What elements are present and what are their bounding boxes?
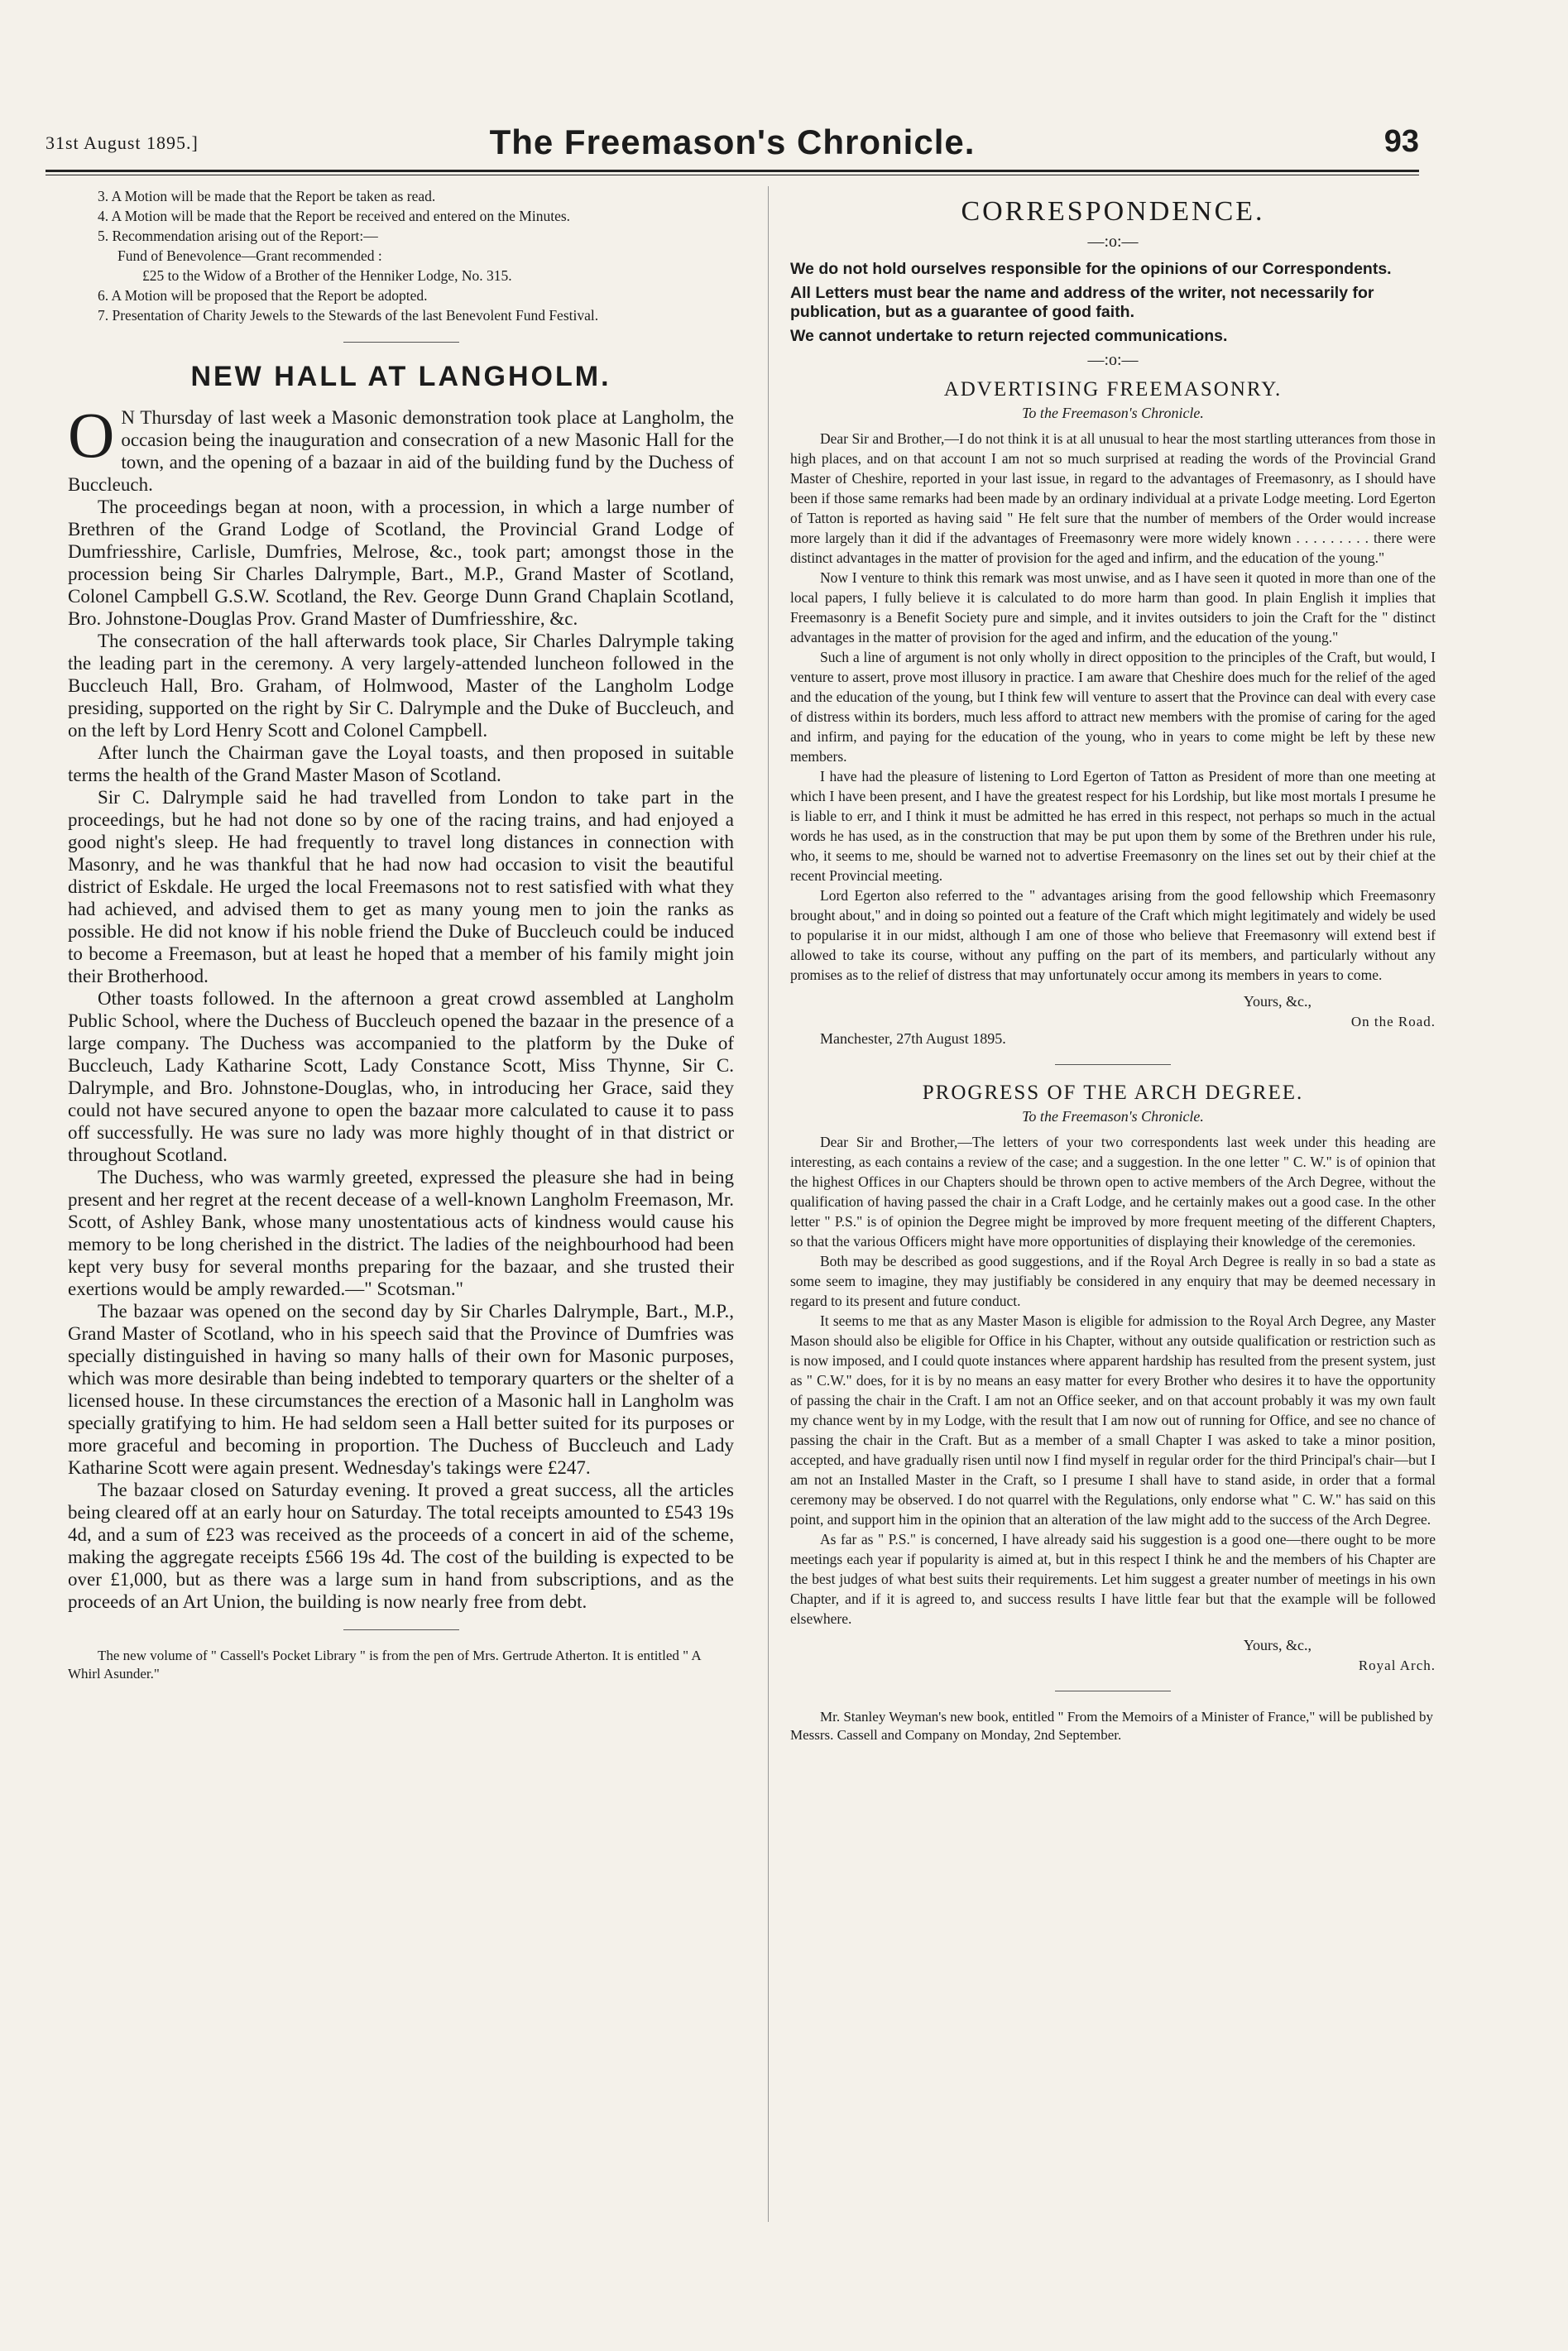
article-paragraph: Other toasts followed. In the afternoon a great crowd assembled at Langholm Public School, where the Duchess of Buccleuch opened the bazaar in the presence of a large company. The Duchess was accompanied to the platform by the Duke of Buccleuch, Lady Katharine Scott, Lady Constance Scott, Miss Thynne, Sir C. Dalrymple, and Bro. Johnstone-Douglas, who, in introducing her Grace, said they could not have secured anyone to open the bazaar more calculated to cause it to pass off successfully. He was sure no lady was more highly thought of in that district or throughout Scotland. [68, 988, 734, 1165]
lead-text: N Thursday of last week a Masonic demonstration took place at Langholm, the occasion being the inauguration and consecration of a new Masonic Hall for the town, and the opening of a bazaar in aid of the building fund by the Duchess of Buccleuch. [68, 407, 734, 495]
agenda-item: Fund of Benevolence—Grant recommended : [117, 247, 382, 264]
letter-title: ADVERTISING FREEMASONRY. [943, 378, 1283, 401]
agenda-item: 6. A Motion will be proposed that the Report be adopted. [98, 287, 428, 304]
ornament: —:o:— [1087, 233, 1139, 251]
agenda-item: 7. Presentation of Charity Jewels to the Stewards of the last Benevolent Fund Festival. [98, 307, 599, 324]
masthead-title: The Freemason's Chronicle. [489, 122, 976, 161]
notice: All Letters must bear the name and address of the writer, not necessarily for publication, but as a guarantee of good faith. [790, 284, 1374, 321]
letter-signature: Royal Arch. [1358, 1658, 1436, 1673]
letter-addressee: To the Freemason's Chronicle. [1022, 1108, 1204, 1125]
drop-cap: O [68, 399, 115, 471]
letter-paragraph: I have had the pleasure of listening to Lord Egerton of Tatton as President of more than one meeting at which I have been present, and I have the greatest respect for his Lordship, but like most mortals I presume he is liable to err, and I think it must be admitted he has erred in this respect, not perhaps so much in the actual words he has used, as in the construction that may be put upon them by some of the Brethren under his rule, who, it seems to me, should be warned not to advertise Freemasonry on the lines set out by their chief at the recent Provincial meeting. [790, 768, 1436, 884]
divider [343, 342, 459, 343]
article-paragraph: Sir C. Dalrymple said he had travelled from London to take part in the proceedings, but he had not done so by one of the racing trains, and had enjoyed a good night's sleep. He had frequently to travel long distances in connection with Masonry, and he was thankful that he had now had occasion to visit the beautiful district of Eskdale. He urged the local Freemasons not to rest satisfied with what they had achieved, and advised them to get as many young men to join the ranks as possible. He did not know if his noble friend the Duke of Buccleuch could be induced to become a Freemason, but at least he hoped that a member of his family might join their Brotherhood. [68, 787, 734, 986]
letter-title: PROGRESS OF THE ARCH DEGREE. [922, 1082, 1304, 1104]
page-header [46, 122, 1419, 166]
notice: We cannot undertake to return rejected communications. [790, 327, 1228, 345]
footnote: Mr. Stanley Weyman's new book, entitled " From the Memoirs of a Minister of France," will be published by Messrs. Cassell and Company on Monday, 2nd September. [790, 1709, 1433, 1743]
letter-paragraph: Both may be described as good suggestions, and if the Royal Arch Degree is really in so bad a state as some seem to imagine, they may justifiably be considered in any enquiry that may be deemed necessary in regard to its present and future conduct. [790, 1253, 1436, 1309]
letter-paragraph: Such a line of argument is not only wholly in direct opposition to the principles of the Craft, but would, I venture to assert, prove most illusory in practice. I am aware that Cheshire does much for the relief of the aged and the education of the young, but I think few will venture to assert that the Province can deal with every case of distress within its borders, much less afford to attract new members with the promise of caring for the aged and infirm, and paying for the education of the young, who in years to come might be left by these new members. [790, 649, 1436, 765]
left-column [68, 186, 734, 1683]
letter-addressee: To the Freemason's Chronicle. [1022, 405, 1204, 421]
page-number: 93 [1383, 124, 1419, 159]
divider [343, 1629, 459, 1630]
article-paragraph: The bazaar was opened on the second day by Sir Charles Dalrymple, Bart., M.P., Grand Master of Scotland, who in his speech said that the Province of Dumfries was specially distinguished in having so many halls of their own for Masonic purposes, which was more desirable than being indebted to temporary quarters or the shelter of a licensed house. In these circumstances the erection of a Masonic hall in Langholm was specially gratifying to him. He had seldom seen a Hall better suited for its purposes or more graceful and becoming in proportion. The Duchess of Buccleuch and Lady Katharine Scott were again present. Wednesday's takings were £247. [68, 1301, 734, 1478]
letter-paragraph: Dear Sir and Brother,—I do not think it is at all unusual to hear the most startling utterances from those in high places, and on that account I am not so much surprised at reading the words of the Provincial Grand Master of Cheshire, reported in your last issue, in regard to the advantages of Freemasonry, as I should have been if those same remarks had been made by an ordinary individual at a private Lodge meeting. Lord Egerton of Tatton is reported as having said " He felt sure that the number of members of the Order would increase more largely than it did if the advantages of Freemasonry were more widely known . . . . . . . . . there were distinct advantages in the matter of provision for the aged and infirm, and the education of the young." [790, 430, 1436, 566]
letter-paragraph: Dear Sir and Brother,—The letters of your two correspondents last week under this heading are interesting, as each contains a review of the case; and a suggestion. In the one letter " C. W." is of opinion that the highest Offices in our Chapters should be thrown open to active members of the Arch Degree, without the qualification of having passed the chair in a Craft Lodge, and he certainly makes out a good case. In the other letter " P.S." is of opinion the Degree might be improved by more frequent meeting of the different Chapters, so that the various Officers might have more opportunities of displaying their knowledge of the ceremonies. [790, 1134, 1436, 1250]
letter-closing: Yours, &c., [1243, 1637, 1311, 1653]
agenda-item: 5. Recommendation arising out of the Report:— [98, 228, 378, 244]
letter-place-date: Manchester, 27th August 1895. [820, 1030, 1006, 1047]
letter-paragraph: Now I venture to think this remark was most unwise, and as I have seen it quoted in more than one of the local papers, I fully believe it is calculated to do more harm than good. In plain English it implies that Freemasonry is a Benefit Society pure and simple, and it invites outsiders to join the Craft for the " distinct advantages in the matter of provision for the aged and infirm, and the education of the young." [790, 569, 1436, 645]
article-paragraph: The consecration of the hall afterwards took place, Sir Charles Dalrymple taking the leading part in the ceremony. A very largely-attended luncheon followed in the Buccleuch Hall, Bro. Graham, of Holmwood, Master of the Langholm Lodge presiding, supported on the right by Sir C. Dalrymple and the Duke of Buccleuch, and on the left by Lord Henry Scott and Colonel Campbell. [68, 631, 734, 741]
agenda-item: 3. A Motion will be made that the Report be taken as read. [98, 188, 436, 204]
letter-closing: Yours, &c., [1243, 993, 1311, 1010]
agenda-item: £25 to the Widow of a Brother of the Henniker Lodge, No. 315. [142, 267, 512, 284]
letter-paragraph: As far as " P.S." is concerned, I have already said his suggestion is a good one—there ought to be more meetings each year if popularity is aimed at, but in this respect I think he and the members of his Chapter are the best judges of what best suits their requirements. Let him suggest a greater number of meetings in his own Chapter, and if it is agreed to, and success results I have little fear but that the example will be followed elsewhere. [790, 1531, 1436, 1627]
right-column [790, 186, 1436, 1744]
column-separator [768, 186, 769, 2222]
footnote: The new volume of " Cassell's Pocket Library " is from the pen of Mrs. Gertrude Atherton. It is entitled " A Whirl Asunder." [68, 1648, 701, 1682]
article-paragraph: The proceedings began at noon, with a procession, in which a large number of Brethren of the Grand Lodge of Scotland, the Provincial Grand Lodge of Dumfriesshire, Carlisle, Dumfries, Melrose, &c., took part; amongst those in the procession being Sir Charles Dalrymple, Bart., M.P., Grand Master of Scotland, Colonel Campbell G.S.W. Scotland, the Rev. George Dunn Grand Chaplain Scotland, Bro. Johnstone-Douglas Prov. Grand Master of Dumfriesshire, &c. [68, 497, 734, 629]
article-title: NEW HALL AT LANGHOLM. [190, 361, 611, 392]
letter-signature: On the Road. [1350, 1014, 1436, 1029]
article-paragraph: After lunch the Chairman gave the Loyal toasts, and then proposed in suitable terms the health of the Grand Master Mason of Scotland. [68, 742, 734, 785]
article-paragraph [68, 399, 734, 496]
section-title: CORRESPONDENCE. [961, 196, 1265, 227]
notice: We do not hold ourselves responsible for the opinions of our Correspondents. [790, 260, 1392, 278]
divider [1055, 1064, 1171, 1065]
issue-date: 31st August 1895.] [46, 132, 199, 153]
letter-paragraph: It seems to me that as any Master Mason is eligible for admission to the Royal Arch Degree, any Master Mason should also be eligible for Office in his Chapter, without any outside qualification or restriction such as is now imposed, and I could quote instances where apparent hardship has resulted from the present system, just as " C.W." does, for it is by no means an easy matter for every Brother who desires it to have the opportunity of passing the chair in the Craft. I am not an Office seeker, and on that account probably it was my own fault my chance went by in my Lodge, with the result that I am now out of running for Office, and see no chance of passing the chair in the Craft. But as a member of a small Chapter I was asked to take a minor position, accepted, and have gradually risen until now I find myself in regular order for the third Principal's chair—but I am not an Installed Master in the Craft, so I presume I shall have to stand aside, in order that a formal ceremony may be observed. I do not quarrel with the Regulations, only endorse what " C. W." has said on this point, and support him in the opinion that an alteration of the law might add to the success of the Arch Degree. [790, 1312, 1436, 1528]
article-paragraph: The bazaar closed on Saturday evening. It proved a great success, all the articles being cleared off at an early hour on Saturday. The total receipts amounted to £543 19s 4d, and a sum of £23 was received as the proceeds of a concert in aid of the scheme, making the aggregate receipts £566 19s 4d. The cost of the building is expected to be over £1,000, but as there was a large sum in hand from subscriptions, and as the proceeds of an Art Union, the building is now nearly free from debt. [68, 1480, 734, 1612]
article-paragraph: The Duchess, who was warmly greeted, expressed the pleasure she had in being present and her regret at the recent decease of a well-known Langholm Freemason, Mr. Scott, of Ashley Bank, whose many unostentatious acts of kindness would cause his memory to be long cherished in the district. The ladies of the neighbourhood had been kept very busy for several months preparing for the bazaar, and she trusted their exertions would be amply rewarded.—" Scotsman." [68, 1167, 734, 1299]
letter-paragraph: Lord Egerton also referred to the " advantages arising from the good fellowship which Freemasonry brought about," and in doing so pointed out a feature of the Craft which might legitimately and widely be used to popularise it in our midst, although I am one of those who believe that Freemasonry will extend best if allowed to take its course, without any puffing on the part of its members, and particularly without any promises as to the relief of distress that may unfortunately occur among its members in years to come. [790, 887, 1436, 983]
agenda-item: 4. A Motion will be made that the Report be received and entered on the Minutes. [98, 208, 571, 224]
header-rule [46, 170, 1419, 172]
ornament: —:o:— [1087, 351, 1139, 369]
